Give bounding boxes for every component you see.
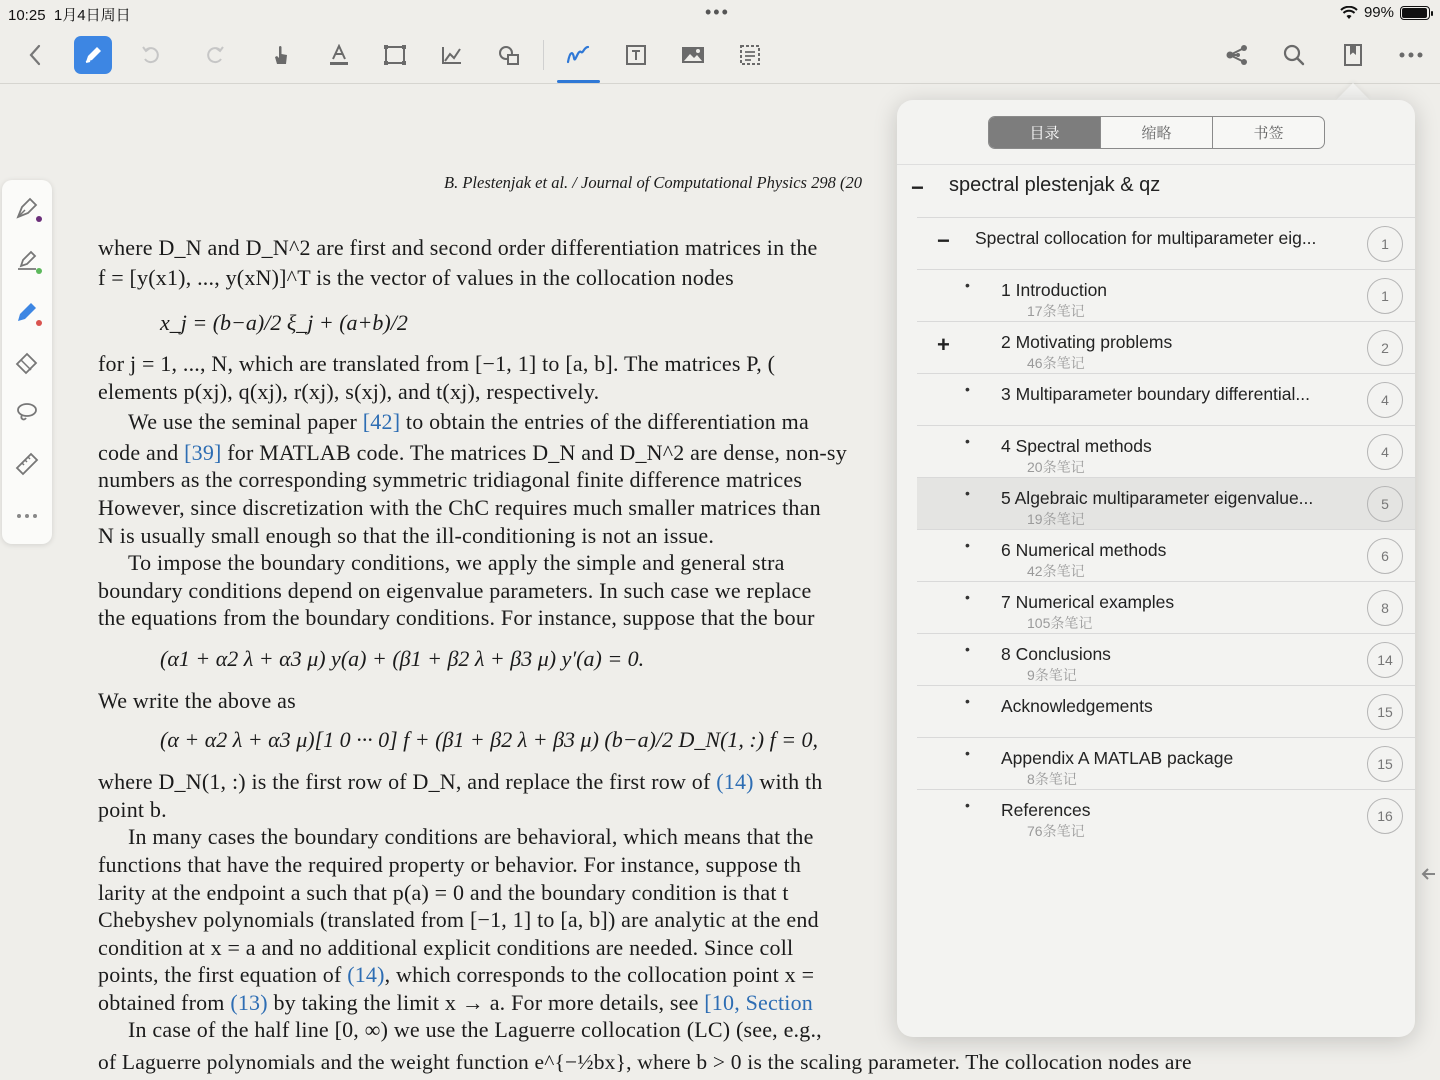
toc-bullet: •: [965, 277, 970, 293]
doc-line: boundary conditions depend on eigenvalue parameters. In such case we replace: [98, 578, 812, 603]
toc-item-notes-count: 42条笔记: [1027, 563, 1085, 579]
search-button[interactable]: [1275, 36, 1313, 74]
toc-root-title: spectral plestenjak & qz: [949, 174, 1161, 196]
toc-bullet: •: [965, 589, 970, 605]
toc-item-title: 6 Numerical methods: [1001, 540, 1167, 560]
expand-toggle[interactable]: −: [937, 228, 950, 253]
toc-item-title: Spectral collocation for multiparameter eig...: [975, 228, 1317, 248]
lasso-draw-icon: [565, 43, 591, 67]
eraser-tool[interactable]: [2, 342, 52, 382]
toc-item[interactable]: [917, 217, 1415, 269]
toc-bullet: •: [965, 485, 970, 501]
toc-item-title: Acknowledgements: [1001, 696, 1153, 716]
citation-link[interactable]: [10, Section: [704, 990, 813, 1015]
doc-line: where D_N(1, :) is the first row of D_N, and replace the first row of (14) with th: [98, 769, 823, 794]
lasso-tool[interactable]: [2, 392, 52, 432]
doc-line: In case of the half line [0, ∞) we use the Laguerre collocation (LC) (see, e.g.,: [128, 1017, 822, 1042]
doc-line: functions that have the required property or behavior. For instance, suppose th: [98, 852, 802, 877]
equation-link[interactable]: (14): [716, 769, 754, 794]
status-bar: [0, 0, 1440, 26]
highlighter-color-dot: [36, 268, 42, 274]
toc-item-notes-count: 76条笔记: [1027, 823, 1085, 839]
share-icon: [1224, 43, 1250, 67]
toc-page-badge[interactable]: 15: [1367, 694, 1403, 730]
more-icon: [1398, 51, 1424, 59]
ruler-tool[interactable]: [2, 444, 52, 484]
lasso-draw-button[interactable]: [559, 36, 597, 74]
equation-boundary: (α1 + α2 λ + α3 μ) y(a) + (β1 + β2 λ + β3 μ) y′(a) = 0.: [160, 646, 645, 671]
doc-line: Chebyshev polynomials (translated from [−1, 1] to [a, b]) are analytic at the end: [98, 907, 819, 932]
toc-page-badge[interactable]: 4: [1367, 434, 1403, 470]
toc-item-title: 8 Conclusions: [1001, 644, 1111, 664]
toc-page-badge[interactable]: 15: [1367, 746, 1403, 782]
toc-page-badge[interactable]: 14: [1367, 642, 1403, 678]
back-button[interactable]: [16, 36, 54, 74]
image-crop-button[interactable]: [433, 36, 471, 74]
note-icon: [739, 44, 761, 66]
eraser-icon: [14, 349, 40, 375]
toc-item-notes-count: 20条笔记: [1027, 459, 1085, 475]
bookmark-button[interactable]: [1334, 36, 1372, 74]
doc-line: for j = 1, ..., N, which are translated from [−1, 1] to [a, b]. The matrices P, (: [98, 351, 776, 376]
image-button[interactable]: [674, 36, 712, 74]
toc-item[interactable]: [917, 737, 1415, 789]
toc-item-title: 5 Algebraic multiparameter eigenvalue...: [1001, 488, 1314, 508]
toc-bullet: •: [965, 537, 970, 553]
toc-item[interactable]: [917, 685, 1415, 737]
doc-line: the equations from the boundary conditions. For instance, suppose that the bour: [98, 605, 815, 630]
toolbar: [0, 26, 1440, 84]
doc-line: points, the first equation of (14), which corresponds to the collocation point x =: [98, 962, 815, 987]
toc-item-title: 2 Motivating problems: [1001, 332, 1173, 352]
collapse-toggle[interactable]: −: [911, 175, 924, 200]
shape-icon: [497, 44, 521, 66]
outline-popover: [897, 100, 1415, 1037]
toc-item-notes-count: 46条笔记: [1027, 355, 1085, 371]
doc-line: code and [39] for MATLAB code. The matrices D_N and D_N^2 are dense, non-sy: [98, 440, 847, 465]
toc-item[interactable]: [917, 425, 1415, 477]
doc-line: To impose the boundary conditions, we apply the simple and general stra: [128, 550, 785, 575]
lasso-icon: [14, 399, 40, 425]
wifi-icon: [1340, 6, 1358, 20]
pen-tool[interactable]: [2, 292, 52, 332]
toc-item-notes-count: 19条笔记: [1027, 511, 1085, 527]
doc-line: where D_N and D_N^2 are first and second order differentiation matrices in the: [98, 235, 818, 260]
select-rect-icon: [383, 44, 407, 66]
toc-item-title: 1 Introduction: [1001, 280, 1108, 300]
arrow-left-icon: [1419, 860, 1437, 888]
toc-item[interactable]: [917, 373, 1415, 425]
toc-bullet: •: [965, 745, 970, 761]
doc-line: We write the above as: [98, 688, 296, 713]
equation-link[interactable]: (13): [230, 990, 268, 1015]
tool-palette: [2, 180, 52, 544]
doc-line: f = [y(x1), ..., y(xN)]^T is the vector of values in the collocation nodes: [98, 265, 734, 290]
image-icon: [681, 45, 705, 65]
doc-line: N is usually small enough so that the ill-conditioning is not an issue.: [98, 523, 715, 548]
toc-item-title: Appendix A MATLAB package: [1001, 748, 1234, 768]
pen-color-dot: [36, 216, 42, 222]
text-highlight-icon: [328, 44, 350, 66]
tab-outline[interactable]: 目录: [989, 117, 1101, 148]
textbox-icon: [625, 44, 647, 66]
status-right: [1340, 4, 1430, 21]
toc-bullet: •: [965, 797, 970, 813]
textbox-button[interactable]: [617, 36, 655, 74]
toc-item-title: 3 Multiparameter boundary differential...: [1001, 384, 1311, 404]
toc-item-notes-count: 105条笔记: [1027, 615, 1093, 631]
toc-page-badge[interactable]: 8: [1367, 590, 1403, 626]
tab-bookmarks[interactable]: 书签: [1253, 125, 1284, 142]
doc-line: numbers as the corresponding symmetric tridiagonal finite difference matrices: [98, 467, 803, 492]
status-time: 10:25 1月4日周日: [8, 7, 131, 24]
hand-tool-button[interactable]: [262, 36, 300, 74]
toc-page-badge[interactable]: 6: [1367, 538, 1403, 574]
toc-item-title: 7 Numerical examples: [1001, 592, 1175, 612]
shape-tool-button[interactable]: [490, 36, 528, 74]
note-button[interactable]: [731, 36, 769, 74]
toc-page-badge[interactable]: 16: [1367, 798, 1403, 834]
chevron-left-icon: [27, 43, 43, 67]
toc-item[interactable]: [917, 789, 1415, 841]
toc-item-notes-count: 8条笔记: [1027, 771, 1077, 787]
toc-item[interactable]: [917, 477, 1415, 529]
toc-item[interactable]: [917, 321, 1415, 373]
more-icon: [16, 513, 38, 519]
select-rect-button[interactable]: [376, 36, 414, 74]
more-button[interactable]: [1392, 36, 1430, 74]
toc-item-notes-count: 9条笔记: [1027, 667, 1077, 683]
expand-toggle[interactable]: +: [937, 332, 950, 357]
toc-page-badge[interactable]: 4: [1367, 382, 1403, 418]
citation-link[interactable]: [42]: [362, 409, 401, 434]
panel-tabs: [988, 116, 1325, 149]
collapse-panel-tab[interactable]: [1419, 860, 1440, 888]
toc-page-badge[interactable]: 1: [1367, 278, 1403, 314]
toc-bullet: •: [965, 381, 970, 397]
redo-button[interactable]: [196, 36, 234, 74]
toc-item[interactable]: [917, 269, 1415, 321]
pen-color-dot: [36, 320, 42, 326]
text-highlight-button[interactable]: [320, 36, 358, 74]
toc-item-title: 4 Spectral methods: [1001, 436, 1152, 456]
highlighter-tool[interactable]: [2, 240, 52, 280]
battery-icon: [1400, 6, 1430, 20]
doc-line: condition at x = a and no additional explicit conditions are needed. Since coll: [98, 935, 794, 960]
toc-list: [897, 164, 1415, 841]
toc-item-title: References: [1001, 800, 1091, 820]
equation-link[interactable]: (14): [347, 962, 385, 987]
toc-item[interactable]: [917, 529, 1415, 581]
toc-bullet: •: [965, 693, 970, 709]
pen-tool-button[interactable]: [74, 36, 112, 74]
toc-bullet: •: [965, 433, 970, 449]
equation-collocation-nodes: x_j = (b−a)/2 ξ_j + (a+b)/2: [160, 310, 408, 335]
doc-line: In many cases the boundary conditions are behavioral, which means that the: [128, 824, 814, 849]
battery-percent: 99%: [1363, 4, 1394, 21]
toolbar-separator: [543, 40, 544, 70]
redo-icon: [204, 44, 226, 66]
toc-item-notes-count: 17条笔记: [1027, 303, 1085, 319]
undo-icon: [140, 44, 162, 66]
doc-line: obtained from (13) by taking the limit x → a. For more details, see [10, Section: [98, 990, 813, 1015]
doc-line: However, since discretization with the ChC requires much smaller matrices than: [98, 495, 821, 520]
running-header: B. Plestenjak et al. / Journal of Computational Physics 298 (20: [444, 173, 862, 192]
toc-item[interactable]: [917, 581, 1415, 633]
fountain-pen-tool[interactable]: [2, 188, 52, 228]
pen-icon: [82, 44, 104, 66]
toc-item[interactable]: [917, 633, 1415, 685]
share-button[interactable]: [1218, 36, 1256, 74]
toc-bullet: •: [965, 641, 970, 657]
doc-line: We use the seminal paper [42] to obtain the entries of the differentiation ma: [128, 409, 809, 434]
tab-thumbnails[interactable]: 缩略: [1101, 117, 1213, 148]
toc-page-badge[interactable]: 1: [1367, 226, 1403, 262]
active-tool-indicator: [557, 80, 600, 83]
ruler-icon: [14, 451, 40, 477]
undo-button[interactable]: [132, 36, 170, 74]
doc-line: of Laguerre polynomials and the weight function e^{−½bx}, where b > 0 is the scaling parameter. The collocation nodes are: [98, 1050, 1192, 1074]
citation-link[interactable]: [39]: [184, 440, 222, 465]
equation-boundary-rewritten: (α + α2 λ + α3 μ)[1 0 ··· 0] f + (β1 + β2 λ + β3 μ) (b−a)/2 D_N(1, :) f = 0,: [160, 727, 819, 752]
image-crop-icon: [440, 44, 464, 66]
search-icon: [1282, 43, 1306, 67]
toc-page-badge[interactable]: 5: [1367, 486, 1403, 522]
palette-more-button[interactable]: [2, 496, 52, 536]
doc-line: larity at the endpoint a such that p(a) = 0 and the boundary condition is that t: [98, 880, 789, 905]
doc-line: elements p(xj), q(xj), r(xj), s(xj), and t(xj), respectively.: [98, 379, 600, 404]
multitasking-dots-icon[interactable]: •••: [705, 2, 730, 22]
toc-root[interactable]: [897, 165, 1415, 217]
bookmark-icon: [1343, 43, 1363, 67]
doc-line: point b.: [98, 797, 167, 822]
hand-icon: [270, 44, 292, 66]
toc-page-badge[interactable]: 2: [1367, 330, 1403, 366]
